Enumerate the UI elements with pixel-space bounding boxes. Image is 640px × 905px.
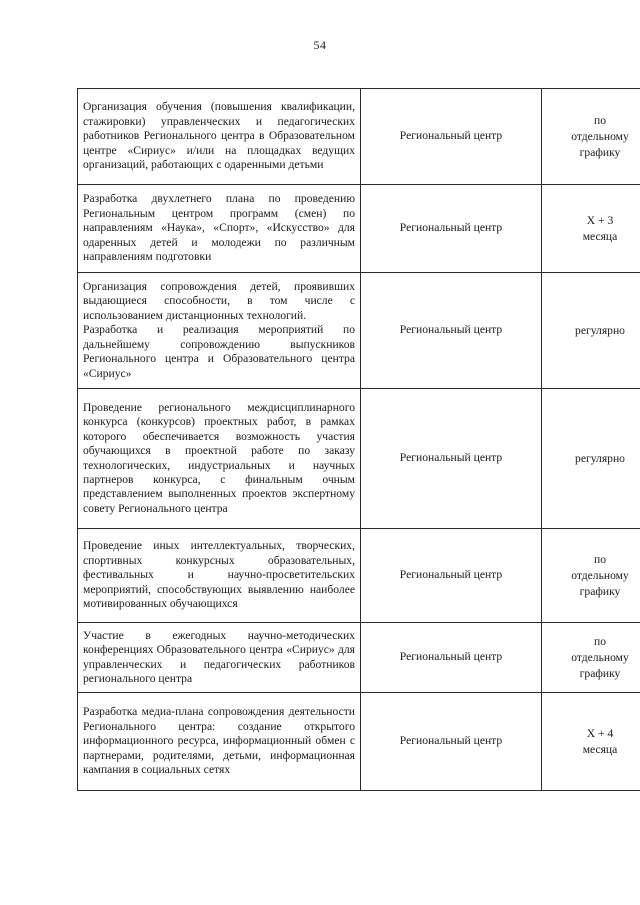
term-line: графику <box>579 145 621 159</box>
term-line: по <box>593 113 606 127</box>
task-text: Разработка двухлетнего плана по проведению Региональным центром программ (смен) по направлениям «Наука», «Спорт», «Искусство» для одаренных детей и молодежи по различным направлениям подготовки <box>83 192 355 264</box>
executor-cell: Региональный центр <box>361 273 542 389</box>
term-line: графику <box>579 584 621 598</box>
task-text: Участие в ежегодных научно-методических конференциях Образовательного центра «Сириус» для управленческих и педагогических работников регионального центра <box>83 628 355 685</box>
term-line: месяца <box>582 742 618 756</box>
term-text <box>583 726 618 758</box>
task-text: Проведение регионального междисциплинарного конкурса (конкурсов) проектных работ, в рамках которого обеспечивается возможность участия обучающихся в проектной работе по заказу технологических, индустриальных и научных партнеров конкурса, с финальным очным представлением выполненных проектов экспертному совету Регионального центра <box>83 400 355 515</box>
task-cell <box>78 89 361 185</box>
term-text <box>575 323 625 339</box>
task-cell <box>78 623 361 693</box>
term-line: отдельному <box>571 129 629 143</box>
term-line: отдельному <box>571 568 629 582</box>
task-cell <box>78 529 361 623</box>
term-line: регулярно <box>575 451 625 465</box>
activities-table <box>77 88 640 791</box>
task-cell <box>78 185 361 273</box>
term-line: месяца <box>582 229 618 243</box>
executor-cell: Региональный центр <box>361 693 542 791</box>
term-text <box>571 634 629 682</box>
executor-cell: Региональный центр <box>361 623 542 693</box>
table-row <box>78 693 640 791</box>
activities-table-body <box>78 89 640 791</box>
task-text: Организация сопровождения детей, проявивших выдающиеся способности, в том числе с использованием дистанционных технологий. <box>83 280 355 322</box>
executor-cell: Региональный центр <box>361 529 542 623</box>
executor-cell: Региональный центр <box>361 389 542 529</box>
term-cell <box>542 389 640 529</box>
term-cell <box>542 89 640 185</box>
executor-cell: Региональный центр <box>361 89 542 185</box>
task-cell <box>78 693 361 791</box>
term-line: Х + 3 <box>586 213 614 227</box>
term-line: отдельному <box>571 650 629 664</box>
term-line: по <box>593 552 606 566</box>
term-text <box>571 113 629 161</box>
table-row <box>78 623 640 693</box>
table-row <box>78 89 640 185</box>
task-cell <box>78 273 361 389</box>
task-text: Разработка и реализация мероприятий по дальнейшему сопровождению выпускников Регионального центра и Образовательного центра «Сириус» <box>83 323 355 380</box>
term-cell <box>542 273 640 389</box>
table-row <box>78 389 640 529</box>
term-cell <box>542 185 640 273</box>
task-text: Организация обучения (повышения квалификации, стажировки) управленческих и педагогических работников Регионального центра в Образовательном центре «Сириус» и/или на площадках ведущих организаций, работающих с одаренными детьми <box>83 100 355 172</box>
term-cell <box>542 623 640 693</box>
term-line: по <box>593 634 606 648</box>
task-text: Разработка медиа-плана сопровождения деятельности Регионального центра: создание открытого информационного ресурса, информационный обмен с партнерами, родителями, детьми, информационная кампания в социальных сетях <box>83 705 355 777</box>
term-line: регулярно <box>575 323 625 337</box>
term-line: графику <box>579 666 621 680</box>
table-row <box>78 185 640 273</box>
term-text <box>583 213 618 245</box>
term-cell <box>542 693 640 791</box>
term-line: Х + 4 <box>586 726 614 740</box>
task-text: Проведение иных интеллектуальных, творческих, спортивных конкурсных образовательных, фестивальных и научно-просветительских мероприятий, способствующих выявлению наиболее мотивированных обучающихся <box>83 539 355 611</box>
page-number: 54 <box>313 38 327 52</box>
table-row <box>78 529 640 623</box>
task-cell <box>78 389 361 529</box>
term-text <box>571 552 629 600</box>
table-row <box>78 273 640 389</box>
executor-cell: Региональный центр <box>361 185 542 273</box>
term-text <box>575 451 625 467</box>
term-cell <box>542 529 640 623</box>
